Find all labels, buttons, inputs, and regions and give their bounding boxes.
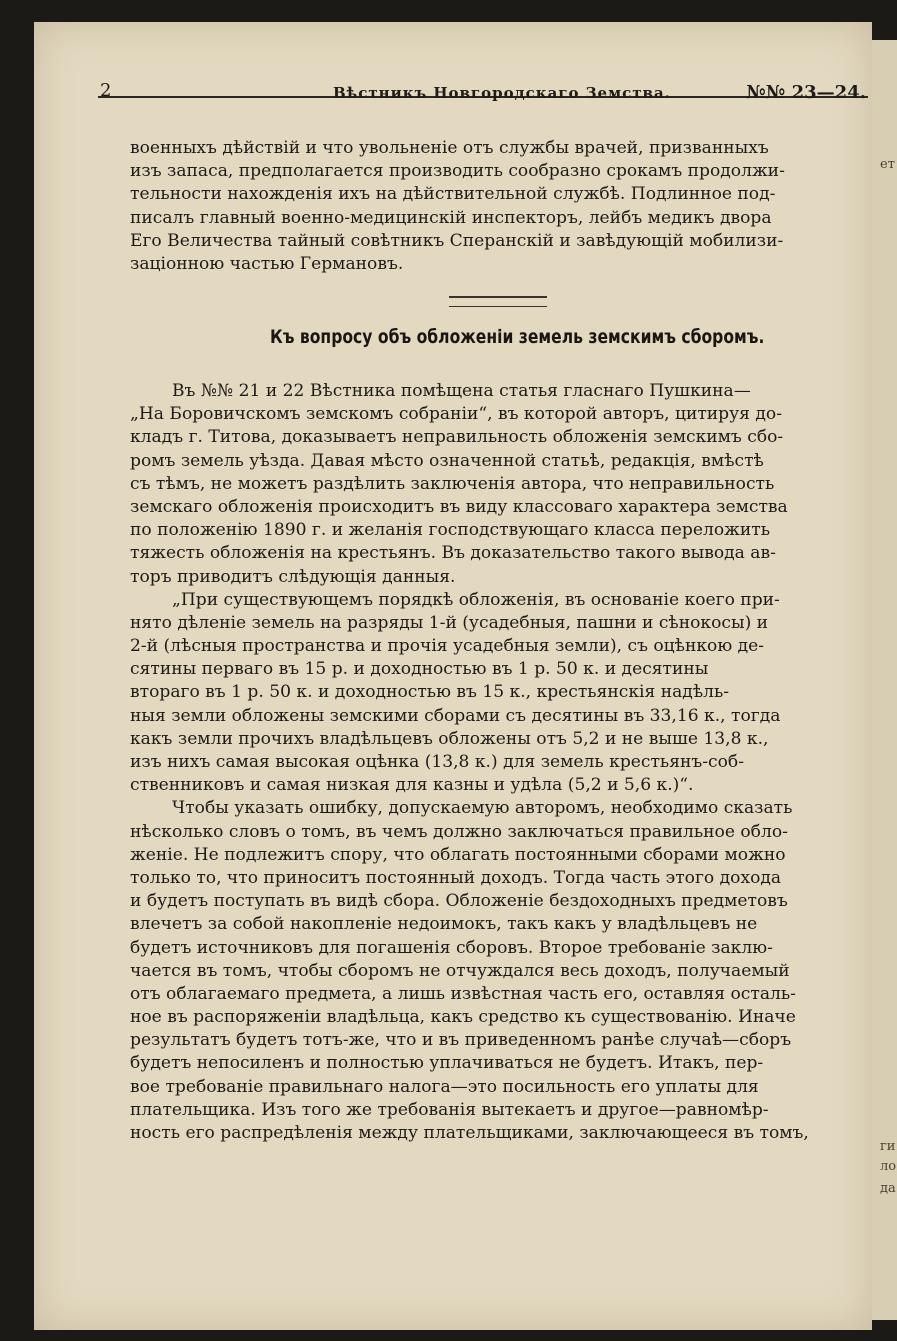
text-line: заціонною частью Германовъ. bbox=[130, 253, 404, 274]
text-line: писалъ главный военно-медицинскій инспекторъ, лейбъ медикъ двора bbox=[130, 207, 772, 228]
article-title: Къ вопросу объ обложеніи земель земскимъ сборомъ. bbox=[270, 326, 765, 348]
text-line: ность его распредѣленія между плательщиками, заключающееся въ томъ, bbox=[130, 1123, 809, 1143]
text-line: нѣсколько словъ о томъ, въ чемъ должно заключаться правильное обло- bbox=[130, 821, 788, 842]
text-line: изъ запаса, предполагается производить сообразно срокамъ продолжи- bbox=[130, 161, 785, 182]
text-line: сятины перваго въ 15 р. и доходностью въ 1 р. 50 к. и десятины bbox=[130, 659, 709, 680]
text-line: изъ нихъ самая высокая оцѣнка (13,8 к.) для земель крестьянъ-соб- bbox=[130, 752, 744, 772]
adjacent-page-edge bbox=[872, 40, 897, 1320]
text-line: Его Величества тайный совѣтникъ Сперанскій и завѣдующій мобилизи- bbox=[130, 230, 784, 251]
text-line: „На Боровичскомъ земскомъ собраніи“, въ которой авторъ, цитируя до- bbox=[130, 404, 782, 425]
text-line: отъ облагаемаго предмета, а лишь извѣстная часть его, оставляя осталь- bbox=[130, 983, 796, 1004]
article-body bbox=[130, 380, 862, 1145]
text-line: плательщика. Изъ того же требованія вытекаетъ и другое—равномѣр- bbox=[130, 1099, 769, 1120]
text-line: земскаго обложенія происходитъ въ виду классоваго характера земства bbox=[130, 496, 788, 517]
text-line: ныя земли обложены земскими сборами съ десятины въ 33,16 к., тогда bbox=[130, 705, 781, 726]
text-line: „При существующемъ порядкѣ обложенія, въ основаніе коего при- bbox=[172, 589, 780, 610]
text-line: чается въ томъ, чтобы сборомъ не отчуждался весь доходъ, получаемый bbox=[130, 960, 790, 981]
text-line: съ тѣмъ, не можетъ раздѣлить заключенія автора, что неправильность bbox=[130, 473, 775, 494]
text-line: нято дѣленіе земель на разряды 1-й (усадебныя, пашни и сѣнокосы) и bbox=[130, 612, 769, 633]
text-line: 2-й (лѣсныя пространства и прочія усадебныя земли), съ оцѣнкою де- bbox=[130, 636, 765, 657]
edge-fragment: ги bbox=[880, 1139, 896, 1154]
text-line: кладъ г. Титова, доказываетъ неправильность обложенія земскимъ сбо- bbox=[130, 427, 784, 448]
text-line: торъ приводитъ слѣдующія данныя. bbox=[130, 566, 456, 587]
text-line: результатъ будетъ тотъ-же, что и въ приведенномъ ранѣе случаѣ—сборъ bbox=[130, 1030, 792, 1051]
page-number: 2 bbox=[100, 80, 112, 101]
text-line: какъ земли прочихъ владѣльцевъ обложены отъ 5,2 и не выше 13,8 к., bbox=[130, 728, 769, 749]
text-line: ственниковъ и самая низкая для казны и удѣла (5,2 и 5,6 к.)“. bbox=[130, 775, 694, 796]
text-line: и будетъ поступать въ видѣ сбора. Обложеніе бездоходныхъ предметовъ bbox=[130, 891, 788, 912]
text-line: тельности нахожденія ихъ на дѣйствительной службѣ. Подлинное под- bbox=[130, 184, 776, 205]
text-line: ное въ распоряженіи владѣльца, какъ средство къ существованію. Иначе bbox=[130, 1007, 796, 1028]
text-line: по положенію 1890 г. и желанія господствующаго класса переложить bbox=[130, 520, 771, 541]
edge-fragment: да bbox=[880, 1181, 896, 1196]
text-line: тяжесть обложенія на крестьянъ. Въ доказательство такого вывода ав- bbox=[130, 543, 776, 564]
edge-fragment: ло bbox=[880, 1159, 897, 1174]
text-line: военныхъ дѣйствій и что увольненіе отъ службы врачей, призванныхъ bbox=[130, 138, 769, 158]
text-line: вое требованіе правильнаго налога—это посильность его уплаты для bbox=[130, 1076, 759, 1097]
text-line: ромъ земель уѣзда. Давая мѣсто означенной статьѣ, редакція, вмѣстѣ bbox=[130, 450, 764, 471]
page-header bbox=[98, 66, 868, 103]
intro-paragraph bbox=[130, 137, 862, 276]
section-divider bbox=[449, 296, 547, 307]
text-line: влечетъ за собой накопленіе недоимокъ, такъ какъ у владѣльцевъ не bbox=[130, 914, 758, 935]
journal-title: Вѣстникъ Новгородскаго Земства. bbox=[333, 84, 671, 102]
text-line: будетъ непосиленъ и полностью уплачиваться не будетъ. Итакъ, пер- bbox=[130, 1053, 764, 1074]
text-line: втораго въ 1 р. 50 к. и доходностью въ 15 к., крестьянскія надѣль- bbox=[130, 682, 730, 703]
text-line: только то, что приноситъ постоянный доходъ. Тогда часть этого дохода bbox=[130, 867, 782, 888]
text-line: Въ №№ 21 и 22 Вѣстника помѣщена статья гласнаго Пушкина— bbox=[172, 381, 751, 401]
edge-fragment: ет bbox=[880, 157, 895, 172]
text-line: женіе. Не подлежитъ спору, что облагать постоянными сборами можно bbox=[130, 844, 786, 865]
text-line: Чтобы указать ошибку, допускаемую авторомъ, необходимо сказать bbox=[172, 798, 793, 819]
text-line: будетъ источниковъ для погашенія сборовъ. Второе требованіе заклю- bbox=[130, 937, 773, 958]
issue-number: №№ 23—24. bbox=[746, 82, 866, 103]
